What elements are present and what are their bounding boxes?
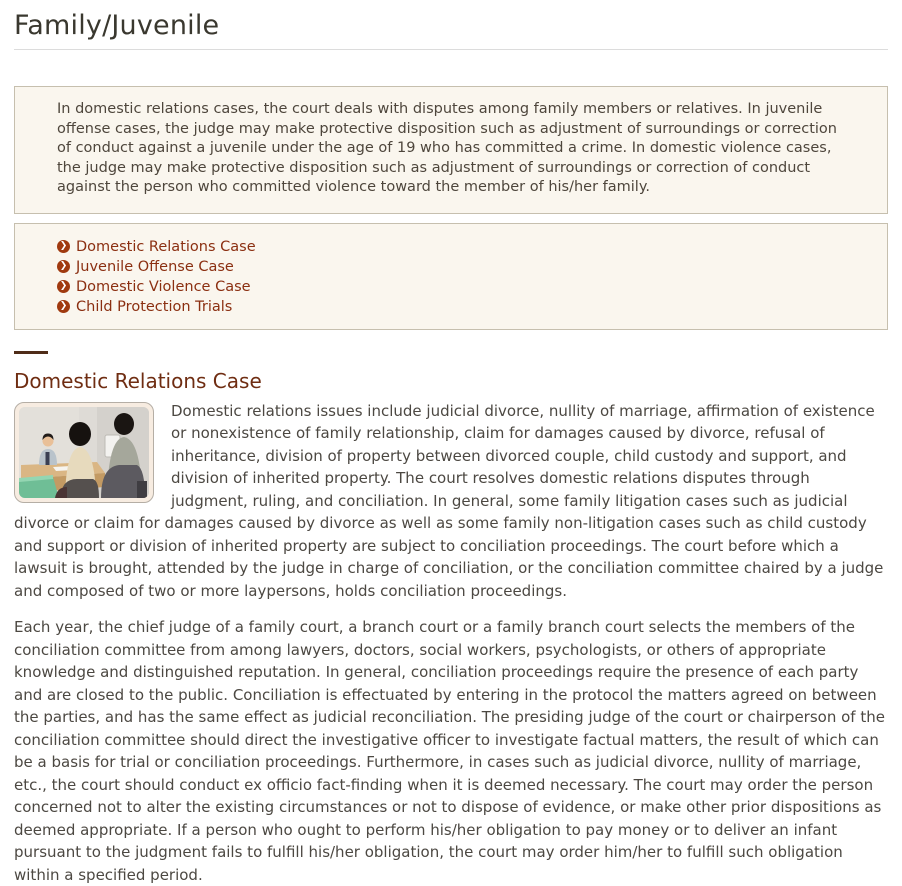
circle-arrow-right-icon: ❯ xyxy=(57,260,70,273)
intro-text: In domestic relations cases, the court deals with disputes among family members or relatives. In juvenile offense cases, the judge may make protective disposition such as adjustment of surroundings or correction of conduct against a juvenile under the age of 19 who has committed a crime. In domestic violence cases, the judge may make protective disposition such as adjustment of surroundings or correction of conduct against the person who committed violence toward the member of his/her family. xyxy=(57,101,837,195)
consultation-photo xyxy=(14,402,154,503)
list-item-child-protection-trials xyxy=(57,297,845,317)
section-body xyxy=(14,400,888,886)
paragraph-conciliation-overview: Domestic relations issues include judicial divorce, nullity of marriage, affirmation of existence or nonexistence of family relationship, claim for damages caused by divorce, refusal of inheritance, division of property between divorced couple, child custody and support, and division of inherited property. The court resolves domestic relations disputes through judgment, ruling, and conciliation. In general, some family litigation cases such as judicial divorce or claim for damages caused by divorce as well as some family non-litigation cases such as child custody and support or division of inherited property are subject to conciliation proceedings. The court before which a lawsuit is brought, attended by the judge in charge of conciliation, or the conciliation committee chaired by a judge and composed of two or more laypersons, holds conciliation proceedings. xyxy=(14,400,888,603)
link-domestic-relations-case[interactable]: Domestic Relations Case xyxy=(76,237,256,257)
case-links-list xyxy=(57,237,845,317)
link-juvenile-offense-case[interactable]: Juvenile Offense Case xyxy=(76,257,234,277)
link-domestic-violence-case[interactable]: Domestic Violence Case xyxy=(76,277,251,297)
section-marker-dash xyxy=(14,351,48,354)
circle-arrow-right-icon: ❯ xyxy=(57,280,70,293)
list-item-domestic-violence-case xyxy=(57,277,845,297)
section-heading: Domestic Relations Case xyxy=(14,369,888,393)
intro-box xyxy=(14,86,888,214)
title-divider xyxy=(14,49,888,50)
link-child-protection-trials[interactable]: Child Protection Trials xyxy=(76,297,232,317)
paragraph-conciliation-committee: Each year, the chief judge of a family court, a branch court or a family branch court selects the members of the conciliation committee from among lawyers, doctors, social workers, psychologists, or others of appropriate knowledge and distinguished reputation. In general, conciliation proceedings require the presence of each party and are closed to the public. Conciliation is effectuated by entering in the protocol the matters agreed on between the parties, and has the same effect as judicial reconciliation. The presiding judge of the court or chairperson of the conciliation committee should direct the investigative officer to investigate factual matters, the result of which can be a basis for trial or conciliation proceedings. Furthermore, in cases such as judicial divorce, nullity of marriage, etc., the court should conduct ex officio fact-finding when it is deemed necessary. The court may order the person concerned not to alter the existing circumstances or not to dispose of evidence, or make other prior dispositions as deemed appropriate. If a person who ought to perform his/her obligation to pay money or to deliver an infant pursuant to the judgment fails to fulfill his/her obligation, the court may order him/her to fulfill such obligation within a specified period. xyxy=(14,616,888,886)
circle-arrow-right-icon: ❯ xyxy=(57,240,70,253)
page-title: Family/Juvenile xyxy=(14,0,888,42)
consultation-photo-graphic xyxy=(19,407,149,498)
list-item-domestic-relations-case xyxy=(57,237,845,257)
case-links-box xyxy=(14,223,888,330)
list-item-juvenile-offense-case xyxy=(57,257,845,277)
circle-arrow-right-icon: ❯ xyxy=(57,300,70,313)
